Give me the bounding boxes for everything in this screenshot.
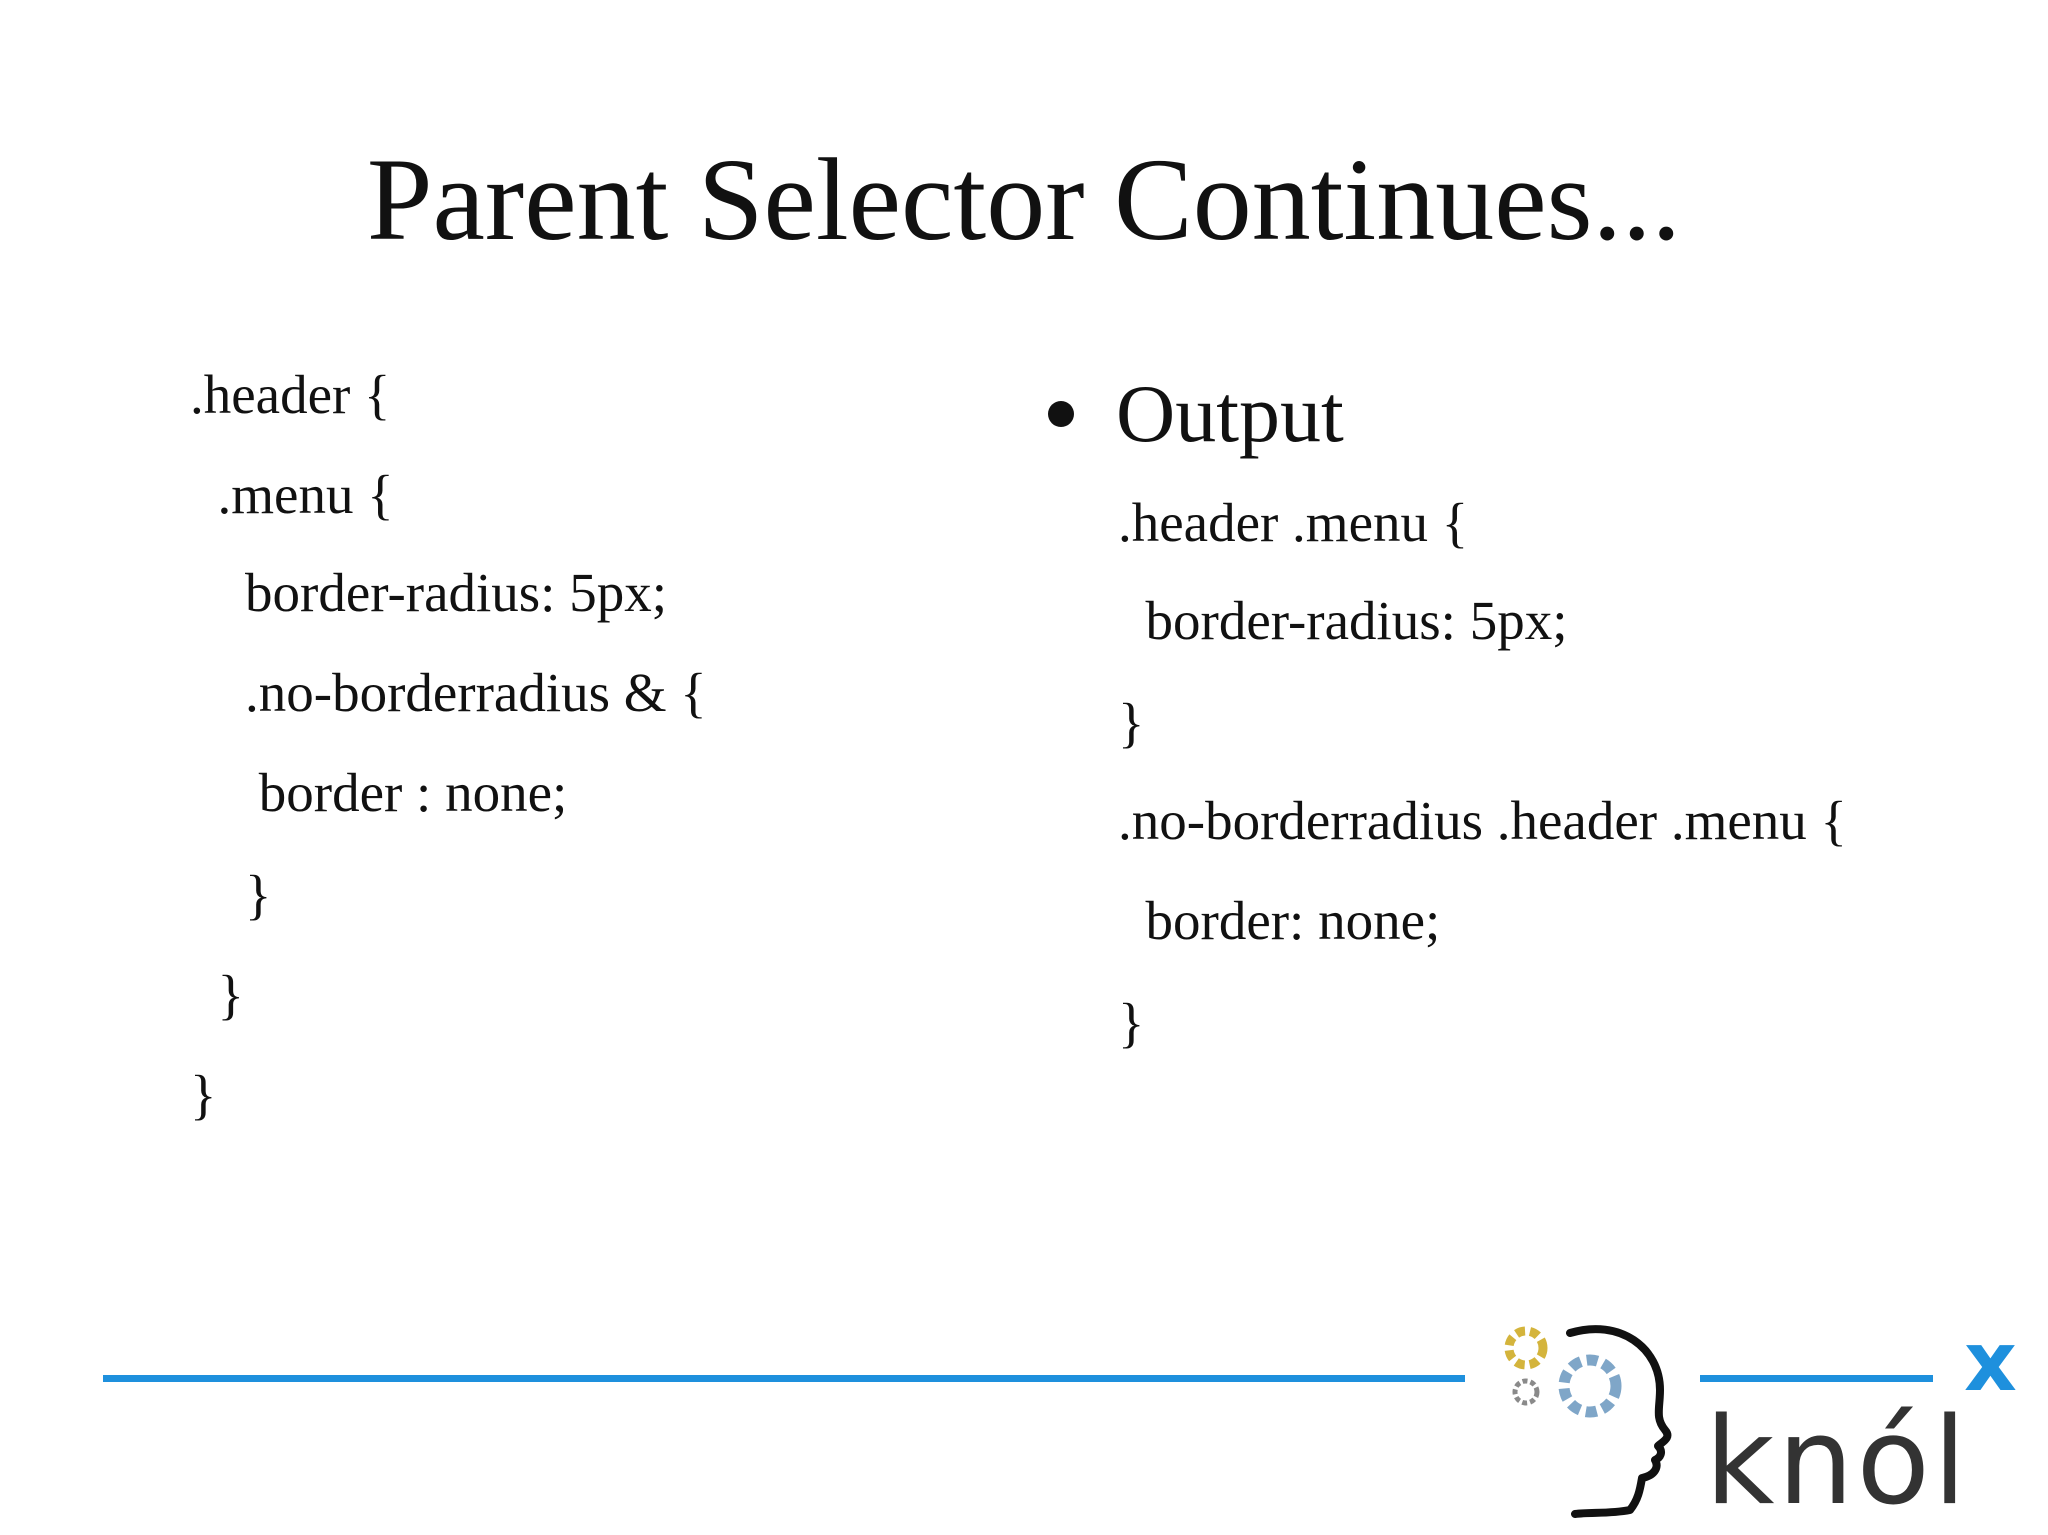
footer-rule-left [103,1375,1465,1382]
logo-wordmark: knól [1705,1393,1970,1532]
output-bullet [1048,364,1344,464]
output-code-line-2: border-radius: 5px; [1118,590,1568,651]
left-code-line-3: border-radius: 5px; [190,562,667,623]
left-code-line-1: .header { [190,364,391,425]
left-code-line-5: border : none; [190,762,568,823]
left-code-line-8: } [190,1064,217,1125]
left-code-line-2: .menu { [190,464,394,525]
output-bullet-label: Output [1116,368,1344,459]
left-code-line-7: } [190,964,244,1025]
output-code-line-1: .header .menu { [1118,492,1469,553]
output-code-line-4: .no-borderradius .header .menu { [1118,790,1847,851]
output-code-line-5: border: none; [1118,890,1441,951]
left-code-line-6: } [190,864,272,925]
knolx-logo [1490,1315,2040,1532]
slide-title: Parent Selector Continues... [366,134,1682,265]
logo-superscript: x [1964,1315,2017,1410]
left-code-line-4: .no-borderradius & { [190,662,707,723]
bullet-dot-icon [1048,401,1074,427]
output-code-line-3: } [1118,692,1145,753]
output-code-line-6: } [1118,992,1145,1053]
